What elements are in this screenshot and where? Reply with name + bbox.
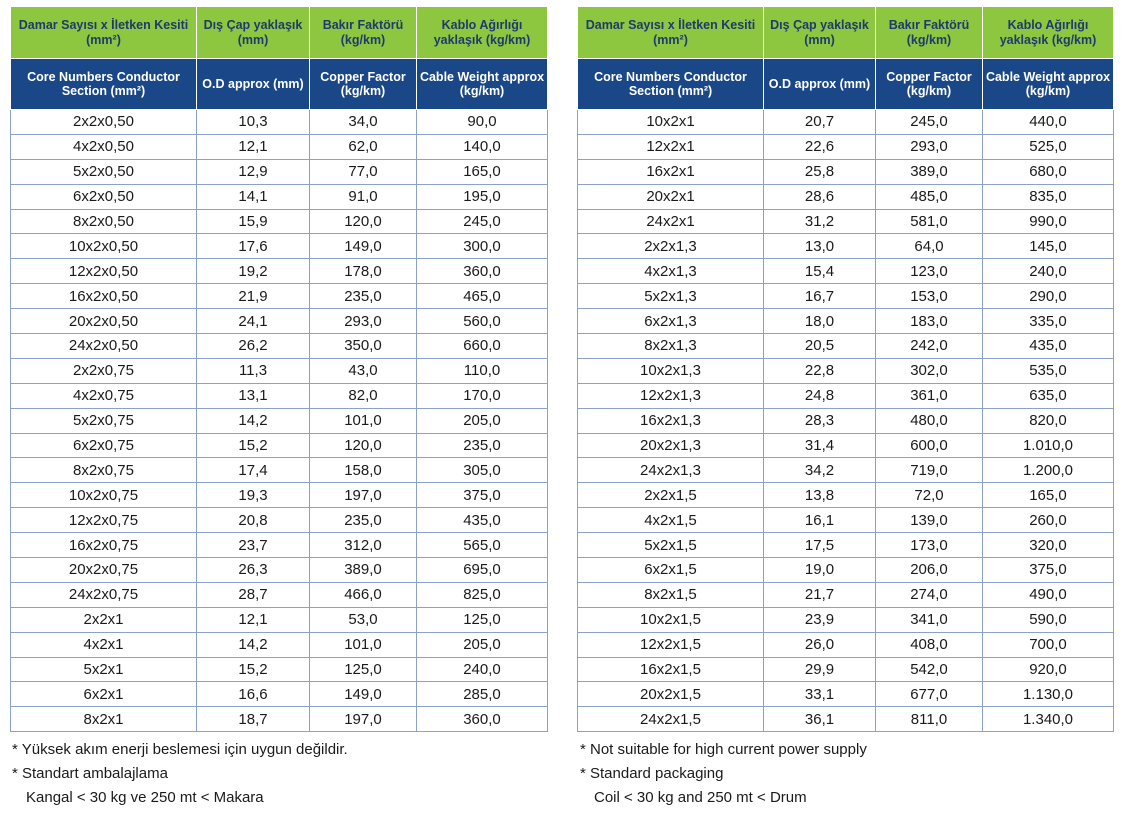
table-cell: 240,0 [417,657,548,682]
table-cell: 16,1 [764,508,876,533]
table-cell: 16x2x0,50 [11,284,197,309]
table-row [578,383,1114,408]
table-cell: 2x2x0,50 [11,110,197,135]
table-cell: 6x2x1 [11,682,197,707]
table-row [578,433,1114,458]
table-cell: 18,7 [197,707,310,732]
table-cell: 10x2x0,75 [11,483,197,508]
table-cell: 8x2x1 [11,707,197,732]
header-cell: Core Numbers Conductor Section (mm²) [578,59,764,110]
table-cell: 435,0 [417,508,548,533]
table-cell: 15,4 [764,259,876,284]
table-cell: 90,0 [417,110,548,135]
table-cell: 20x2x1,5 [578,682,764,707]
table-cell: 26,3 [197,558,310,583]
table-cell: 20,5 [764,334,876,359]
header-cell: Kablo Ağırlığı yaklaşık (kg/km) [983,7,1114,59]
table-cell: 26,0 [764,632,876,657]
table-cell: 31,2 [764,209,876,234]
table-cell: 21,7 [764,582,876,607]
table-row [578,607,1114,632]
cable-table-left [10,6,548,732]
footnote-line: Coil < 30 kg and 250 mt < Drum [594,789,807,806]
table-cell: 77,0 [310,159,417,184]
table-cell: 13,0 [764,234,876,259]
table-cell: 10,3 [197,110,310,135]
table-cell: 435,0 [983,334,1114,359]
table-cell: 165,0 [417,159,548,184]
table-row [11,458,548,483]
table-cell: 302,0 [876,358,983,383]
table-cell: 12x2x1,3 [578,383,764,408]
table-row [578,234,1114,259]
table-cell: 145,0 [983,234,1114,259]
table-cell: 19,2 [197,259,310,284]
table-cell: 11,3 [197,358,310,383]
table-cell: 695,0 [417,558,548,583]
table-cell: 12x2x1,5 [578,632,764,657]
table-cell: 53,0 [310,607,417,632]
table-cell: 15,2 [197,657,310,682]
table-cell: 465,0 [417,284,548,309]
table-cell: 6x2x1,3 [578,309,764,334]
table-cell: 14,2 [197,632,310,657]
table-cell: 375,0 [417,483,548,508]
table-cell: 360,0 [417,259,548,284]
table-cell: 6x2x0,50 [11,184,197,209]
table-row [11,134,548,159]
table-cell: 12,1 [197,134,310,159]
table-cell: 335,0 [983,309,1114,334]
table-cell: 811,0 [876,707,983,732]
table-cell: 14,2 [197,408,310,433]
table-cell: 600,0 [876,433,983,458]
table-cell: 274,0 [876,582,983,607]
table-row [578,309,1114,334]
table-cell: 635,0 [983,383,1114,408]
table-cell: 110,0 [417,358,548,383]
header-cell: Bakır Faktörü (kg/km) [310,7,417,59]
table-row [578,408,1114,433]
table-cell: 16x2x1,3 [578,408,764,433]
table-cell: 158,0 [310,458,417,483]
table-cell: 12x2x0,75 [11,508,197,533]
table-cell: 825,0 [417,582,548,607]
table-cell: 5x2x0,50 [11,159,197,184]
table-cell: 245,0 [417,209,548,234]
table-cell: 197,0 [310,483,417,508]
header-cell: Cable Weight approx (kg/km) [983,59,1114,110]
table-cell: 360,0 [417,707,548,732]
table-cell: 91,0 [310,184,417,209]
table-cell: 700,0 [983,632,1114,657]
table-cell: 560,0 [417,309,548,334]
table-row [578,632,1114,657]
table-cell: 125,0 [310,657,417,682]
table-cell: 305,0 [417,458,548,483]
table-cell: 16,6 [197,682,310,707]
header-cell: Dış Çap yaklaşık (mm) [197,7,310,59]
table-cell: 525,0 [983,134,1114,159]
header-row-english [11,59,548,110]
table-row [578,657,1114,682]
table-row [578,358,1114,383]
table-cell: 293,0 [876,134,983,159]
table-row [11,483,548,508]
table-cell: 120,0 [310,209,417,234]
table-cell: 205,0 [417,408,548,433]
table-cell: 23,9 [764,607,876,632]
table-cell: 290,0 [983,284,1114,309]
table-row [11,234,548,259]
header-cell: O.D approx (mm) [764,59,876,110]
table-cell: 43,0 [310,358,417,383]
table-cell: 1.200,0 [983,458,1114,483]
table-cell: 140,0 [417,134,548,159]
table-cell: 16x2x1 [578,159,764,184]
table-row [11,533,548,558]
table-cell: 24,8 [764,383,876,408]
table-row [578,134,1114,159]
table-cell: 590,0 [983,607,1114,632]
table-cell: 170,0 [417,383,548,408]
table-cell: 36,1 [764,707,876,732]
table-cell: 29,9 [764,657,876,682]
table-row [11,408,548,433]
table-cell: 389,0 [310,558,417,583]
table-cell: 24x2x1 [578,209,764,234]
table-cell: 389,0 [876,159,983,184]
table-cell: 1.130,0 [983,682,1114,707]
table-cell: 17,4 [197,458,310,483]
table-row [578,110,1114,135]
table-cell: 26,2 [197,334,310,359]
table-row [11,582,548,607]
table-cell: 12,9 [197,159,310,184]
table-cell: 10x2x1,5 [578,607,764,632]
table-cell: 64,0 [876,234,983,259]
table-cell: 2x2x1,5 [578,483,764,508]
footnotes-english [580,738,867,810]
table-row [578,682,1114,707]
header-row-turkish [11,7,548,59]
table-cell: 101,0 [310,632,417,657]
table-cell: 660,0 [417,334,548,359]
table-cell: 149,0 [310,234,417,259]
table-cell: 235,0 [417,433,548,458]
table-cell: 17,6 [197,234,310,259]
table-cell: 719,0 [876,458,983,483]
table-row [578,284,1114,309]
table-row [578,558,1114,583]
table-cell: 8x2x0,75 [11,458,197,483]
table-row [11,383,548,408]
cable-table-right [577,6,1114,732]
table-cell: 440,0 [983,110,1114,135]
table-cell: 2x2x1,3 [578,234,764,259]
table-cell: 82,0 [310,383,417,408]
table-cell: 4x2x0,75 [11,383,197,408]
table-cell: 183,0 [876,309,983,334]
footnote-line: Kangal < 30 kg ve 250 mt < Makara [26,789,264,806]
table-cell: 240,0 [983,259,1114,284]
table-row [578,334,1114,359]
table-row [11,358,548,383]
table-cell: 149,0 [310,682,417,707]
table-cell: 341,0 [876,607,983,632]
table-cell: 12x2x0,50 [11,259,197,284]
table-cell: 206,0 [876,558,983,583]
table-cell: 20,7 [764,110,876,135]
table-row [11,309,548,334]
table-row [11,110,548,135]
header-cell: Bakır Faktörü (kg/km) [876,7,983,59]
table-row [578,159,1114,184]
table-cell: 1.010,0 [983,433,1114,458]
table-cell: 1.340,0 [983,707,1114,732]
footnote-line: * Standart ambalajlama [12,765,168,782]
table-cell: 17,5 [764,533,876,558]
table-row [578,582,1114,607]
table-cell: 33,1 [764,682,876,707]
table-cell: 235,0 [310,284,417,309]
table-cell: 31,4 [764,433,876,458]
table-cell: 173,0 [876,533,983,558]
table-cell: 260,0 [983,508,1114,533]
table-cell: 28,7 [197,582,310,607]
table-row [578,259,1114,284]
header-cell: O.D approx (mm) [197,59,310,110]
table-row [11,209,548,234]
table-row [11,558,548,583]
table-cell: 12x2x1 [578,134,764,159]
table-cell: 62,0 [310,134,417,159]
table-row [11,284,548,309]
table-cell: 20x2x0,50 [11,309,197,334]
table-cell: 139,0 [876,508,983,533]
table-cell: 16x2x1,5 [578,657,764,682]
table-cell: 285,0 [417,682,548,707]
table-cell: 13,1 [197,383,310,408]
table-cell: 350,0 [310,334,417,359]
footnote-line: * Not suitable for high current power supply [580,741,867,758]
table-cell: 8x2x1,3 [578,334,764,359]
table-cell: 101,0 [310,408,417,433]
table-row [11,682,548,707]
header-cell: Copper Factor (kg/km) [876,59,983,110]
table-cell: 24x2x0,50 [11,334,197,359]
table-cell: 22,6 [764,134,876,159]
footnotes-turkish [12,738,348,810]
table-cell: 820,0 [983,408,1114,433]
table-cell: 5x2x1,5 [578,533,764,558]
table-cell: 14,1 [197,184,310,209]
table-cell: 535,0 [983,358,1114,383]
table-row [11,607,548,632]
table-row [11,259,548,284]
table-cell: 466,0 [310,582,417,607]
table-cell: 542,0 [876,657,983,682]
header-row-english [578,59,1114,110]
table-cell: 125,0 [417,607,548,632]
table-cell: 178,0 [310,259,417,284]
table-body [578,110,1114,732]
table-row [11,657,548,682]
table-cell: 120,0 [310,433,417,458]
table-cell: 153,0 [876,284,983,309]
table-cell: 408,0 [876,632,983,657]
table-row [578,508,1114,533]
table-cell: 581,0 [876,209,983,234]
table-cell: 24x2x1,3 [578,458,764,483]
table-cell: 2x2x1 [11,607,197,632]
table-cell: 16x2x0,75 [11,533,197,558]
table-cell: 300,0 [417,234,548,259]
table-row [578,209,1114,234]
table-cell: 4x2x0,50 [11,134,197,159]
footnote-line: * Standard packaging [580,765,724,782]
table-cell: 16,7 [764,284,876,309]
table-row [11,632,548,657]
table-cell: 23,7 [197,533,310,558]
table-cell: 10x2x1,3 [578,358,764,383]
header-cell: Dış Çap yaklaşık (mm) [764,7,876,59]
table-cell: 34,2 [764,458,876,483]
table-cell: 320,0 [983,533,1114,558]
table-cell: 4x2x1,5 [578,508,764,533]
table-cell: 5x2x1,3 [578,284,764,309]
header-cell: Kablo Ağırlığı yaklaşık (kg/km) [417,7,548,59]
table-row [11,184,548,209]
header-cell: Damar Sayısı x İletken Kesiti (mm²) [578,7,764,59]
footnote-line: * Yüksek akım enerji beslemesi için uygun değildir. [12,741,348,758]
table-cell: 312,0 [310,533,417,558]
table-cell: 677,0 [876,682,983,707]
table-body [11,110,548,732]
table-cell: 20x2x1,3 [578,433,764,458]
table-cell: 205,0 [417,632,548,657]
table-cell: 242,0 [876,334,983,359]
table-cell: 22,8 [764,358,876,383]
table-cell: 20,8 [197,508,310,533]
table-cell: 2x2x0,75 [11,358,197,383]
table-cell: 5x2x0,75 [11,408,197,433]
table-cell: 18,0 [764,309,876,334]
table-row [11,707,548,732]
table-cell: 20x2x0,75 [11,558,197,583]
table-cell: 13,8 [764,483,876,508]
table-cell: 235,0 [310,508,417,533]
table-cell: 12,1 [197,607,310,632]
table-cell: 20x2x1 [578,184,764,209]
table-cell: 6x2x0,75 [11,433,197,458]
table-cell: 24,1 [197,309,310,334]
header-cell: Copper Factor (kg/km) [310,59,417,110]
table-cell: 361,0 [876,383,983,408]
table-cell: 165,0 [983,483,1114,508]
table-row [11,334,548,359]
table-cell: 485,0 [876,184,983,209]
table-cell: 10x2x1 [578,110,764,135]
table-row [11,433,548,458]
table-cell: 72,0 [876,483,983,508]
header-cell: Damar Sayısı x İletken Kesiti (mm²) [11,7,197,59]
table-cell: 835,0 [983,184,1114,209]
table-cell: 490,0 [983,582,1114,607]
table-cell: 4x2x1 [11,632,197,657]
table-cell: 5x2x1 [11,657,197,682]
table-cell: 375,0 [983,558,1114,583]
header-cell: Core Numbers Conductor Section (mm²) [11,59,197,110]
table-cell: 920,0 [983,657,1114,682]
table-row [578,458,1114,483]
table-cell: 680,0 [983,159,1114,184]
table-row [578,707,1114,732]
table-row [11,508,548,533]
table-row [578,533,1114,558]
table-row [578,184,1114,209]
table-cell: 123,0 [876,259,983,284]
table-cell: 990,0 [983,209,1114,234]
table-cell: 480,0 [876,408,983,433]
table-cell: 24x2x0,75 [11,582,197,607]
table-cell: 19,0 [764,558,876,583]
header-cell: Cable Weight approx (kg/km) [417,59,548,110]
table-cell: 197,0 [310,707,417,732]
table-cell: 4x2x1,3 [578,259,764,284]
table-cell: 21,9 [197,284,310,309]
table-cell: 19,3 [197,483,310,508]
table-cell: 245,0 [876,110,983,135]
table-cell: 25,8 [764,159,876,184]
table-cell: 10x2x0,50 [11,234,197,259]
table-cell: 28,6 [764,184,876,209]
header-row-turkish [578,7,1114,59]
table-cell: 8x2x1,5 [578,582,764,607]
table-row [578,483,1114,508]
table-cell: 8x2x0,50 [11,209,197,234]
table-cell: 28,3 [764,408,876,433]
table-row [11,159,548,184]
table-cell: 6x2x1,5 [578,558,764,583]
table-cell: 34,0 [310,110,417,135]
table-cell: 15,2 [197,433,310,458]
table-cell: 293,0 [310,309,417,334]
table-cell: 15,9 [197,209,310,234]
table-cell: 565,0 [417,533,548,558]
table-cell: 24x2x1,5 [578,707,764,732]
table-cell: 195,0 [417,184,548,209]
